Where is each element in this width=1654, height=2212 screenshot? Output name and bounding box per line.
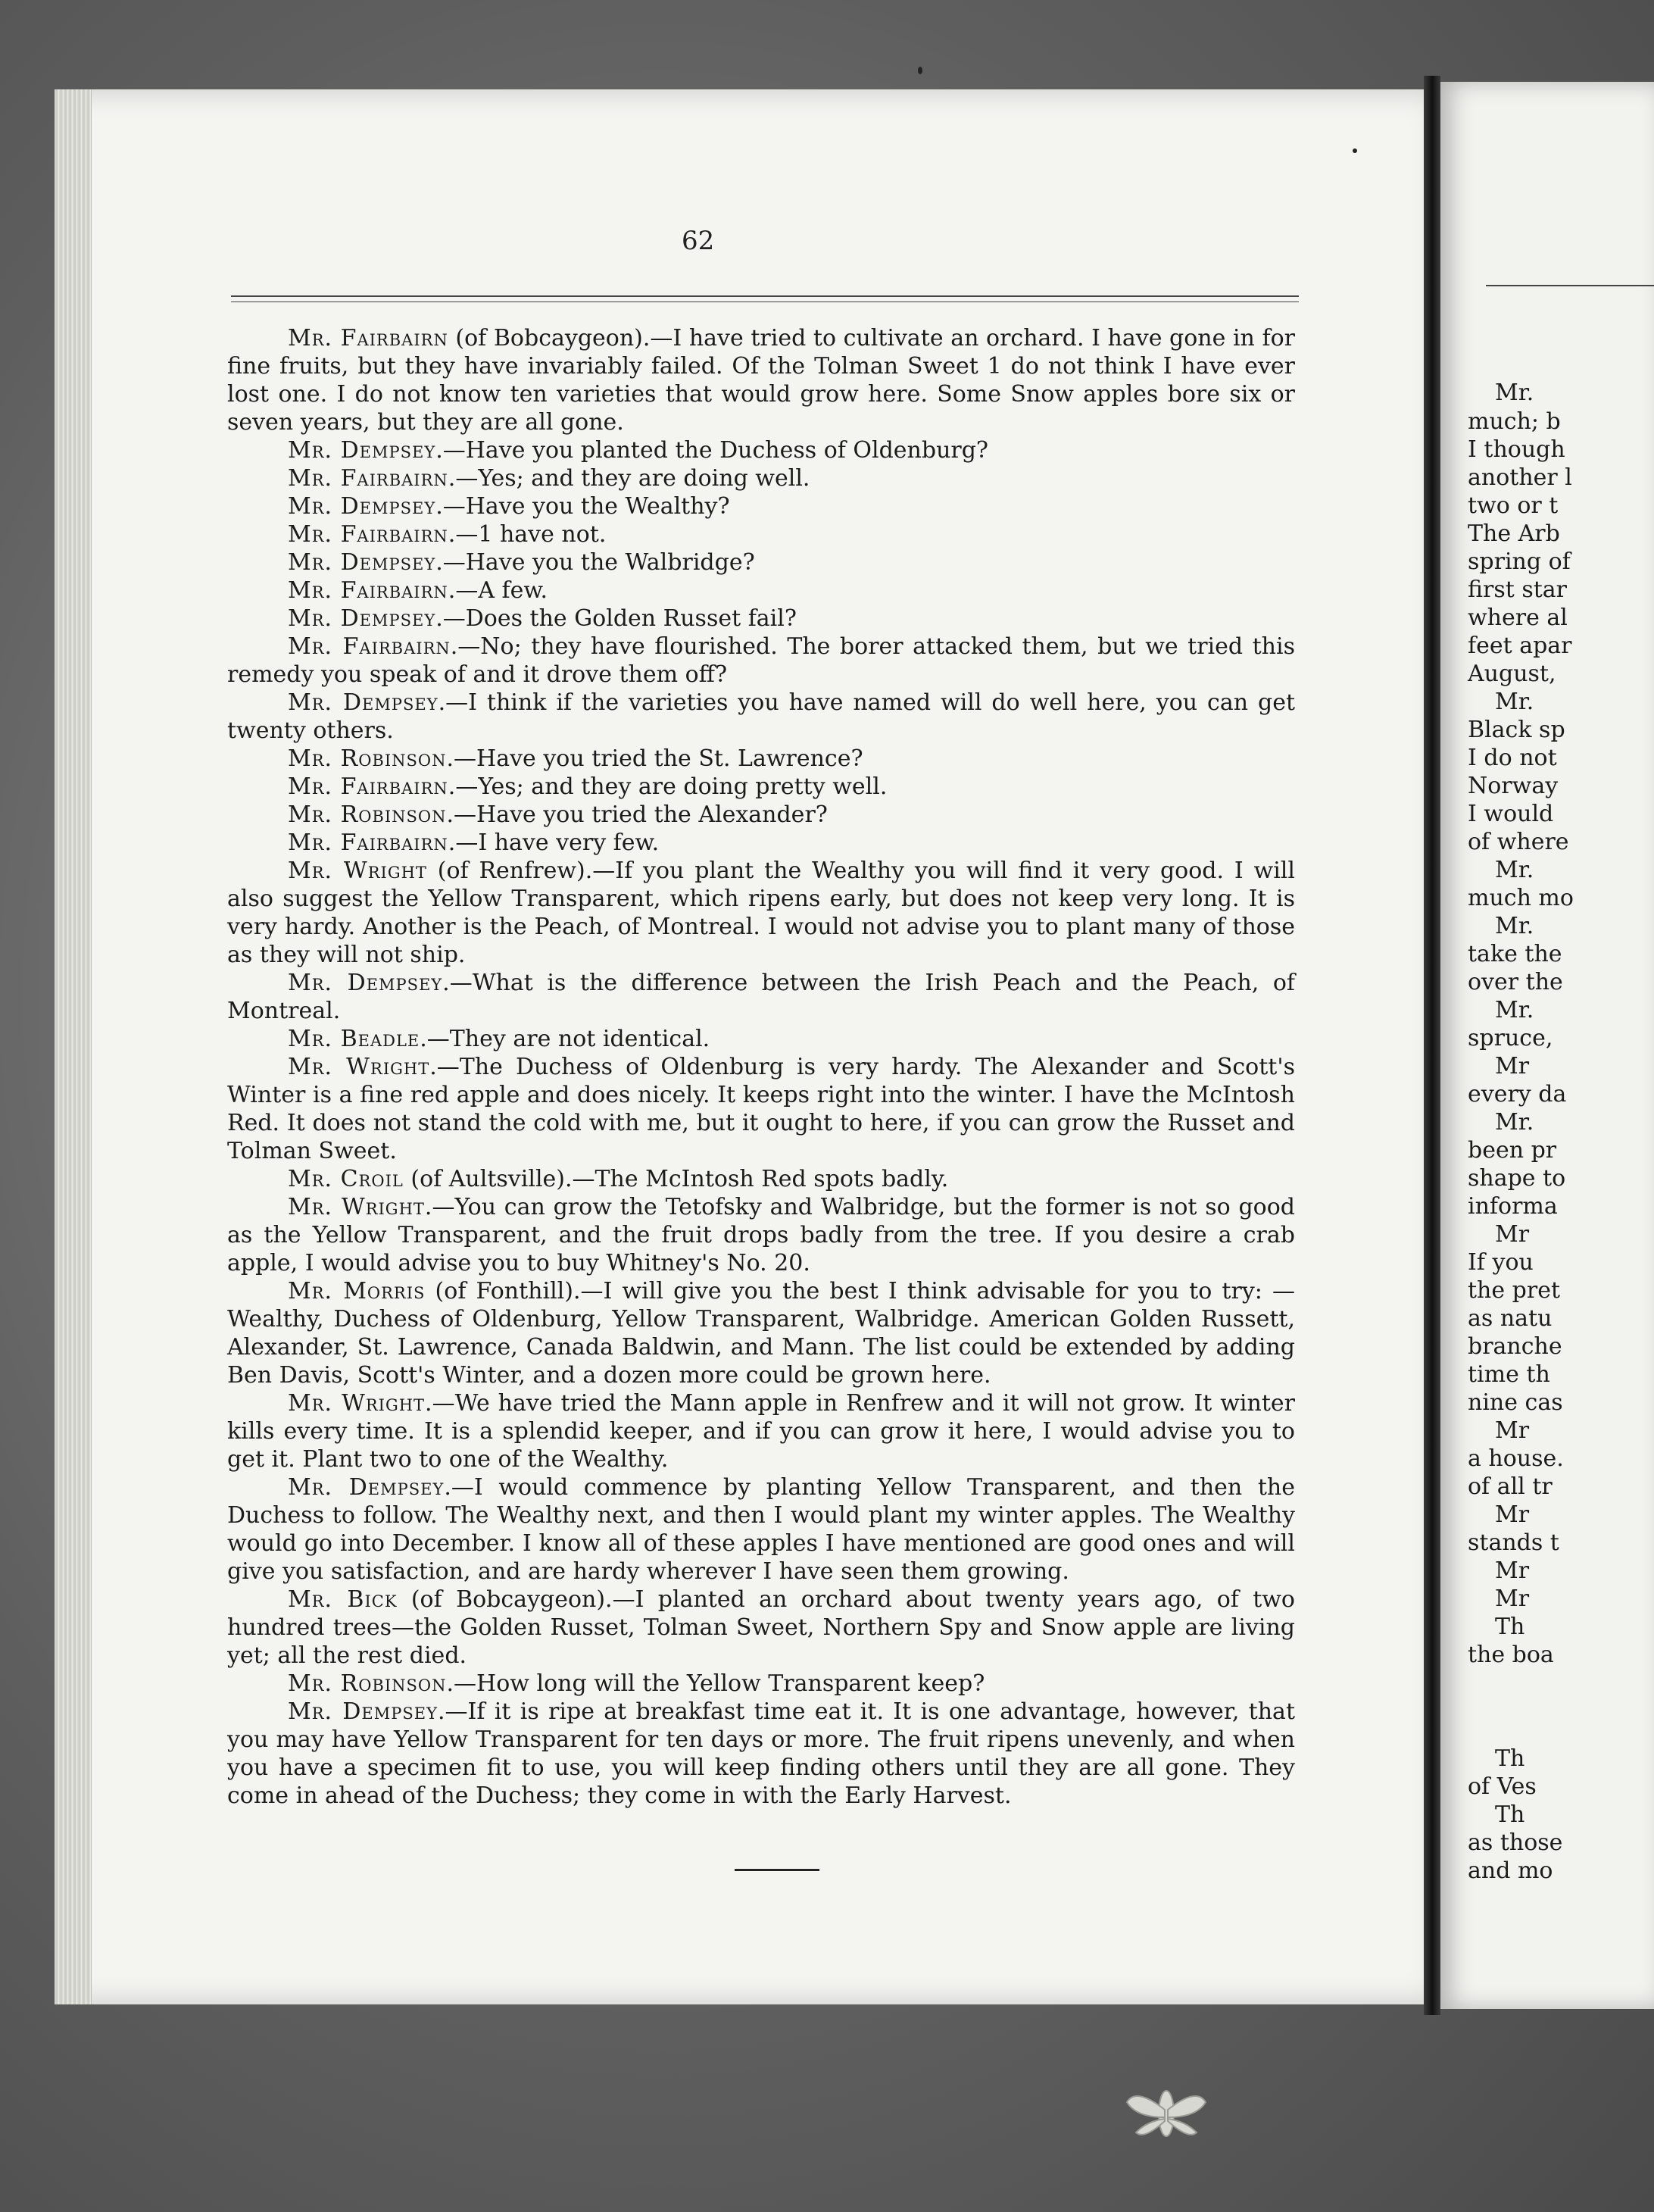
speaker-name: Mr. Croil — [288, 1166, 404, 1192]
paragraph — [227, 829, 1295, 857]
speaker-name: Mr. Dempsey — [288, 493, 436, 520]
paragraph-text: .—If it is ripe at breakfast time eat it. It is one advantage, however, that you may have Yellow Transparent for ten days or more. The fruit ripens unevenly, and when you have a specimen fit to use, you will keep finding others until they are all gone. They come in ahead of the Duchess; they come in with the Early Harvest. — [227, 1698, 1296, 1809]
right-page-line: another l — [1468, 464, 1572, 491]
paragraph-text: .—Have you planted the Duchess of Oldenburg? — [435, 437, 989, 464]
paragraph-text: .—Have you the Wealthy? — [435, 493, 730, 520]
right-page-line: Mr. — [1495, 1109, 1534, 1136]
speaker-name: Mr. Robinson — [288, 1670, 447, 1697]
right-page-line: I though — [1468, 436, 1565, 463]
right-page-line: the pret — [1468, 1277, 1561, 1304]
paragraph — [227, 324, 1295, 436]
right-page-line: informa — [1468, 1193, 1558, 1220]
right-page-line: August, — [1468, 661, 1556, 687]
speaker-name: Mr. Robinson — [288, 801, 447, 828]
paragraph — [227, 633, 1295, 689]
paragraph-text: .—Yes; and they are doing well. — [448, 465, 810, 492]
paragraph-text: .—The Duchess of Oldenburg is very hardy. The Alexander and Scott's Winter is a fine red apple and does nicely. It keeps right into the winter. I have the McIntosh Red. It does not stand the cold with me, but it ought to here, if you can grow the Russet and Tolman Sweet. — [227, 1054, 1295, 1164]
right-page-line: and mo — [1468, 1857, 1553, 1884]
paragraph — [227, 801, 1295, 829]
paragraph-text: .—I would commence by planting Yellow Transparent, and then the Duchess to follow. The Wealthy next, and then I would plant my winter apples. The Wealthy would go into December. I know all of these apples I have mentioned are good ones and will give you satisfaction, and are hardy wherever I have seen them growing. — [227, 1474, 1295, 1585]
speaker-name: Mr. Dempsey — [288, 605, 436, 632]
paragraph-text: .—Have you tried the Alexander? — [446, 801, 828, 828]
paragraph — [227, 1698, 1295, 1810]
right-page-line: much; b — [1468, 408, 1561, 435]
right-page-line: been pr — [1468, 1137, 1557, 1164]
speaker-name: Mr. Fairbairn — [288, 633, 451, 660]
page-number: 62 — [682, 226, 715, 256]
right-page-line: If you — [1468, 1249, 1534, 1276]
paragraph — [227, 1025, 1295, 1053]
dust-speck — [1353, 148, 1357, 153]
right-page-line: much mo — [1468, 885, 1574, 911]
book-gutter — [1424, 76, 1440, 2015]
paragraph — [227, 1165, 1295, 1193]
paragraph — [227, 520, 1295, 548]
right-page-line: Th — [1495, 1614, 1525, 1640]
speaker-name: Mr. Beadle — [288, 1026, 420, 1052]
paragraph — [227, 1389, 1295, 1473]
header-rule — [231, 295, 1299, 297]
right-page-line: as natu — [1468, 1305, 1553, 1332]
paragraph-text: .—A few. — [448, 577, 548, 604]
paragraph — [227, 436, 1295, 464]
paragraph-text: .—1 have not. — [448, 521, 607, 548]
paragraph-text: .—I think if the varieties you have named will do well here, you can get twenty others. — [227, 689, 1296, 744]
right-page-line: Mr. — [1495, 689, 1534, 715]
right-page-line: every da — [1468, 1081, 1567, 1108]
right-page — [1440, 82, 1654, 2009]
right-page-line: spring of — [1468, 548, 1571, 575]
right-page-line: take the — [1468, 941, 1562, 967]
right-page-line: Norway — [1468, 773, 1559, 799]
paragraph — [227, 1277, 1295, 1389]
right-page-line: I do not — [1468, 745, 1557, 771]
speaker-name: Mr. Morris — [288, 1278, 426, 1304]
paragraph — [227, 773, 1295, 801]
paragraph-text: .—They are not identical. — [420, 1026, 710, 1052]
right-page-line: Mr — [1495, 1501, 1530, 1528]
paragraph — [227, 689, 1295, 745]
dust-speck — [918, 67, 922, 74]
speaker-name: Mr. Wright — [288, 858, 427, 884]
speaker-name: Mr. Wright — [288, 1054, 430, 1080]
right-page-line: Mr — [1495, 1221, 1530, 1248]
right-page-line: first star — [1468, 576, 1568, 603]
paragraph — [227, 605, 1295, 633]
paragraph-text: .—What is the difference between the Irish Peach and the Peach, of Montreal. — [227, 970, 1295, 1024]
speaker-name: Mr. Dempsey — [288, 437, 436, 464]
paragraph — [227, 745, 1295, 773]
paragraph — [227, 1473, 1295, 1586]
paragraph-text: .—I have very few. — [448, 830, 660, 856]
speaker-name: Mr. Dempsey — [288, 1474, 445, 1501]
paragraph-text: .—We have tried the Mann apple in Renfrew and it will not grow. It winter kills every time. It is a splendid keeper, and if you can grow it here, I would advise you to get it. Plant two to one of the Wealthy. — [227, 1390, 1295, 1473]
paragraph — [227, 464, 1295, 492]
right-page-line: nine cas — [1468, 1389, 1563, 1416]
paragraph — [227, 1670, 1295, 1698]
right-page-header-rule — [1486, 285, 1654, 286]
right-page-line: feet apar — [1468, 633, 1572, 659]
right-page-line: as those — [1468, 1829, 1563, 1856]
paragraph-text: .—You can grow the Tetofsky and Walbridge, but the former is not so good as the Yellow Transparent, and the fruit drops badly from the tree. If you desire a crab apple, I would advise you to buy Whitney's No. 20. — [227, 1194, 1296, 1276]
right-page-line: The Arb — [1468, 520, 1560, 547]
right-page-line: time th — [1468, 1361, 1550, 1388]
right-page-line: a house. — [1468, 1445, 1564, 1472]
page-edge-stack — [55, 89, 92, 2004]
right-page-line: Black sp — [1468, 717, 1565, 743]
paragraph-text: .—Have you the Walbridge? — [435, 549, 755, 576]
paragraph — [227, 1193, 1295, 1277]
right-page-line: of all tr — [1468, 1473, 1553, 1500]
right-page-line: Mr. — [1495, 913, 1534, 939]
right-page-line: Mr — [1495, 1557, 1530, 1584]
moth-specimen-icon — [1121, 2079, 1212, 2148]
speaker-name: Mr. Fairbairn — [288, 773, 448, 800]
speaker-name: Mr. Dempsey — [288, 970, 443, 996]
speaker-name: Mr. Fairbairn — [288, 577, 448, 604]
paragraph — [227, 969, 1295, 1025]
speaker-name: Mr. Bick — [288, 1586, 398, 1613]
right-page-line: of where — [1468, 829, 1569, 855]
body-text — [227, 324, 1295, 1810]
paragraph-text: (of Bobcaygeon).—I have tried to cultivate an orchard. I have gone in for fine fruits, but they have invariably failed. Of the Tolman Sweet 1 do not think I have ever lost one. I do not know ten varieties that would grow here. Some Snow apples bore six or seven years, but they are all gone. — [227, 325, 1295, 436]
right-page-line: Mr. — [1495, 857, 1534, 883]
speaker-name: Mr. Fairbairn — [288, 830, 448, 856]
right-page-line: over the — [1468, 969, 1563, 995]
paragraph — [227, 857, 1295, 969]
speaker-name: Mr. Dempsey — [288, 689, 438, 716]
right-page-line: the boa — [1468, 1642, 1554, 1668]
speaker-name: Mr. Robinson — [288, 745, 447, 772]
right-page-line: stands t — [1468, 1529, 1559, 1556]
paragraph — [227, 492, 1295, 520]
right-page-line: two or t — [1468, 492, 1559, 519]
right-page-line: Th — [1495, 1801, 1525, 1828]
paragraph-text: .—Have you tried the St. Lawrence? — [446, 745, 863, 772]
right-page-line: Th — [1495, 1745, 1525, 1772]
paragraph-text: (of Fonthill).—I will give you the best I think advisable for you to try: —Wealthy, Duchess of Oldenburg, Yellow Transparent, Walbridge. American Golden Russett, Alexander, St. Lawrence, Canada Baldwin, and Mann. The list could be extended by adding Ben Davis, Scott's Winter, and a dozen more could be grown here. — [227, 1278, 1295, 1389]
right-page-line: Mr — [1495, 1586, 1530, 1612]
paragraph-text: .—Does the Golden Russet fail? — [435, 605, 797, 632]
paragraph-text: (of Bobcaygeon).—I planted an orchard about twenty years ago, of two hundred trees—the Golden Russet, Tolman Sweet, Northern Spy and Snow apple are living yet; all the rest died. — [227, 1586, 1295, 1669]
paragraph — [227, 576, 1295, 605]
right-page-line: spruce, — [1468, 1025, 1553, 1051]
speaker-name: Mr. Dempsey — [288, 549, 436, 576]
right-page-line: shape to — [1468, 1165, 1566, 1192]
speaker-name: Mr. Fairbairn — [288, 465, 448, 492]
paragraph-text: .—Yes; and they are doing pretty well. — [448, 773, 888, 800]
right-page-line: Mr. — [1495, 380, 1534, 406]
speaker-name: Mr. Fairbairn — [288, 521, 448, 548]
right-page-line: of Ves — [1468, 1773, 1537, 1800]
paragraph — [227, 548, 1295, 576]
section-end-rule — [735, 1869, 819, 1871]
right-page-line: where al — [1468, 605, 1568, 631]
right-page-line: Mr — [1495, 1417, 1530, 1444]
header-rule-thin — [231, 301, 1299, 302]
paragraph — [227, 1053, 1295, 1165]
paragraph-text: .—No; they have flourished. The borer attacked them, but we tried this remedy you speak of and it drove them off? — [227, 633, 1295, 688]
speaker-name: Mr. Wright — [288, 1194, 425, 1220]
speaker-name: Mr. Wright — [288, 1390, 426, 1417]
right-page-line: branche — [1468, 1333, 1562, 1360]
right-page-line: Mr. — [1495, 997, 1534, 1023]
paragraph-text: (of Renfrew).—If you plant the Wealthy you will find it very good. I will also suggest the Yellow Transparent, which ripens early, but does not keep very long. It is very hardy. Another is the Peach, of Montreal. I would not advise you to plant many of those as they will not ship. — [227, 858, 1295, 968]
paragraph-text: (of Aultsville).—The McIntosh Red spots badly. — [403, 1166, 949, 1192]
paragraph — [227, 1586, 1295, 1670]
speaker-name: Mr. Dempsey — [288, 1698, 438, 1725]
speaker-name: Mr. Fairbairn — [288, 325, 448, 351]
right-page-line: Mr — [1495, 1053, 1530, 1079]
right-page-line: I would — [1468, 801, 1554, 827]
paragraph-text: .—How long will the Yellow Transparent keep? — [446, 1670, 985, 1697]
